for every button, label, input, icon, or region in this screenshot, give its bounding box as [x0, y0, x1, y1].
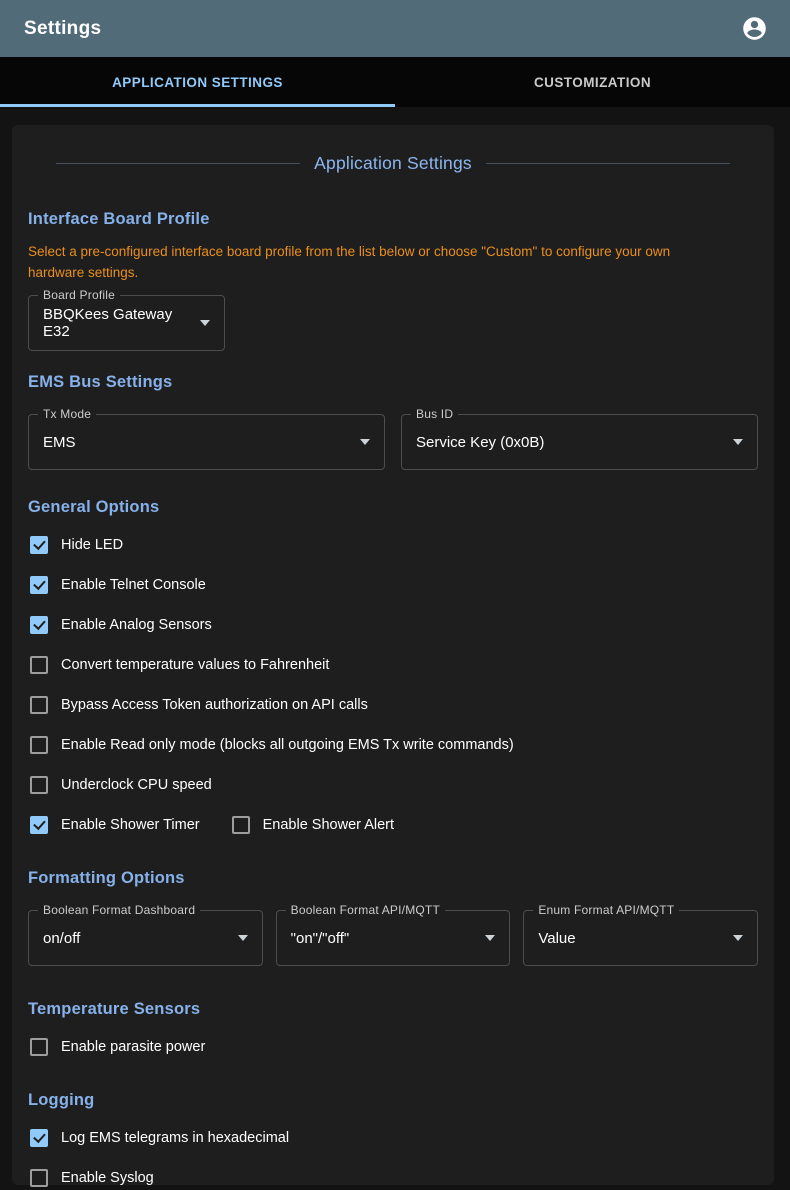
field-value: on/off [43, 929, 81, 947]
field-value: "on"/"off" [290, 929, 350, 947]
checkbox-row [28, 573, 758, 597]
card-title: Application Settings [314, 153, 472, 173]
bus-id-select[interactable] [401, 407, 758, 470]
app-title: Settings [24, 17, 102, 39]
boolean-format-dashboard-select[interactable] [28, 903, 263, 966]
checkbox-enable-shower-timer[interactable] [30, 816, 48, 834]
field-value: BBQKees Gateway E32 [43, 306, 173, 340]
checkbox-row [28, 733, 758, 757]
settings-card [12, 125, 774, 1185]
field-value: Value [538, 929, 576, 947]
checkbox-row [28, 693, 758, 717]
checkbox-enable-syslog[interactable] [30, 1169, 48, 1187]
checkbox-enable-shower-alert[interactable] [232, 816, 250, 834]
app-bar [0, 0, 790, 57]
checkbox-row [28, 613, 758, 637]
checkbox-hide-led[interactable] [30, 536, 48, 554]
checkbox-log-ems-hex[interactable] [30, 1129, 48, 1147]
divider-line [486, 163, 730, 164]
account-button[interactable] [733, 7, 776, 50]
tab-application-settings[interactable]: APPLICATION SETTINGS [112, 74, 283, 90]
checkbox-label: Enable Telnet Console [61, 577, 206, 593]
board-profile-description: Select a pre-configured interface board profile from the list below or choose "Custom" to configure your own hardware settings. [28, 244, 671, 280]
section-heading-temperature-sensors: Temperature Sensors [28, 1000, 201, 1018]
checkbox-row [28, 1166, 758, 1190]
field-label: Enum Format API/MQTT [533, 903, 679, 917]
tx-mode-select[interactable] [28, 407, 385, 470]
chevron-down-icon [733, 935, 743, 941]
checkbox-enable-telnet-console[interactable] [30, 576, 48, 594]
checkbox-read-only-mode[interactable] [30, 736, 48, 754]
checkbox-label: Bypass Access Token authorization on API calls [61, 697, 368, 713]
formatting-field-row [28, 900, 758, 966]
field-label: Bus ID [411, 407, 458, 421]
checkbox-label: Hide LED [61, 537, 124, 553]
board-profile-select[interactable] [28, 288, 225, 351]
checkbox-enable-parasite-power[interactable] [30, 1038, 48, 1056]
checkbox-label: Convert temperature values to Fahrenheit [61, 657, 330, 673]
checkbox-row [28, 773, 758, 797]
section-heading-formatting: Formatting Options [28, 869, 185, 887]
tab-bar [0, 57, 790, 107]
ems-bus-field-row [28, 404, 758, 470]
field-label: Boolean Format Dashboard [38, 903, 200, 917]
enum-format-api-select[interactable] [523, 903, 758, 966]
checkbox-row-shower [28, 813, 758, 837]
checkbox-bypass-access-token[interactable] [30, 696, 48, 714]
checkbox-label: Enable Shower Alert [262, 817, 395, 833]
chevron-down-icon [360, 439, 370, 445]
checkbox-label: Underclock CPU speed [61, 777, 212, 793]
account-circle-icon [741, 15, 768, 42]
active-tab-indicator [0, 104, 395, 107]
field-label: Boolean Format API/MQTT [286, 903, 445, 917]
section-heading-interface-board: Interface Board Profile [28, 210, 210, 228]
section-heading-logging: Logging [28, 1091, 95, 1109]
checkbox-row [28, 653, 758, 677]
section-heading-ems-bus: EMS Bus Settings [28, 373, 173, 391]
checkbox-convert-fahrenheit[interactable] [30, 656, 48, 674]
chevron-down-icon [200, 320, 210, 326]
checkbox-label: Log EMS telegrams in hexadecimal [61, 1130, 290, 1146]
checkbox-row [28, 1035, 758, 1059]
field-value: Service Key (0x0B) [416, 433, 545, 451]
card-title-row [56, 153, 730, 174]
field-label: Tx Mode [38, 407, 96, 421]
checkbox-label: Enable Read only mode (blocks all outgoing EMS Tx write commands) [61, 737, 514, 753]
section-heading-general-options: General Options [28, 498, 160, 516]
checkbox-label: Enable Analog Sensors [61, 617, 212, 633]
field-value: EMS [43, 433, 76, 451]
chevron-down-icon [733, 439, 743, 445]
boolean-format-api-select[interactable] [276, 903, 511, 966]
checkbox-label: Enable parasite power [61, 1039, 206, 1055]
checkbox-row [28, 533, 758, 557]
checkbox-label: Enable Shower Timer [61, 817, 200, 833]
tab-customization[interactable]: CUSTOMIZATION [533, 74, 652, 90]
chevron-down-icon [238, 935, 248, 941]
field-label: Board Profile [38, 288, 120, 302]
checkbox-row [28, 1126, 758, 1150]
checkbox-enable-analog-sensors[interactable] [30, 616, 48, 634]
chevron-down-icon [485, 935, 495, 941]
checkbox-label: Enable Syslog [61, 1170, 154, 1186]
divider-line [56, 163, 300, 164]
checkbox-underclock-cpu[interactable] [30, 776, 48, 794]
